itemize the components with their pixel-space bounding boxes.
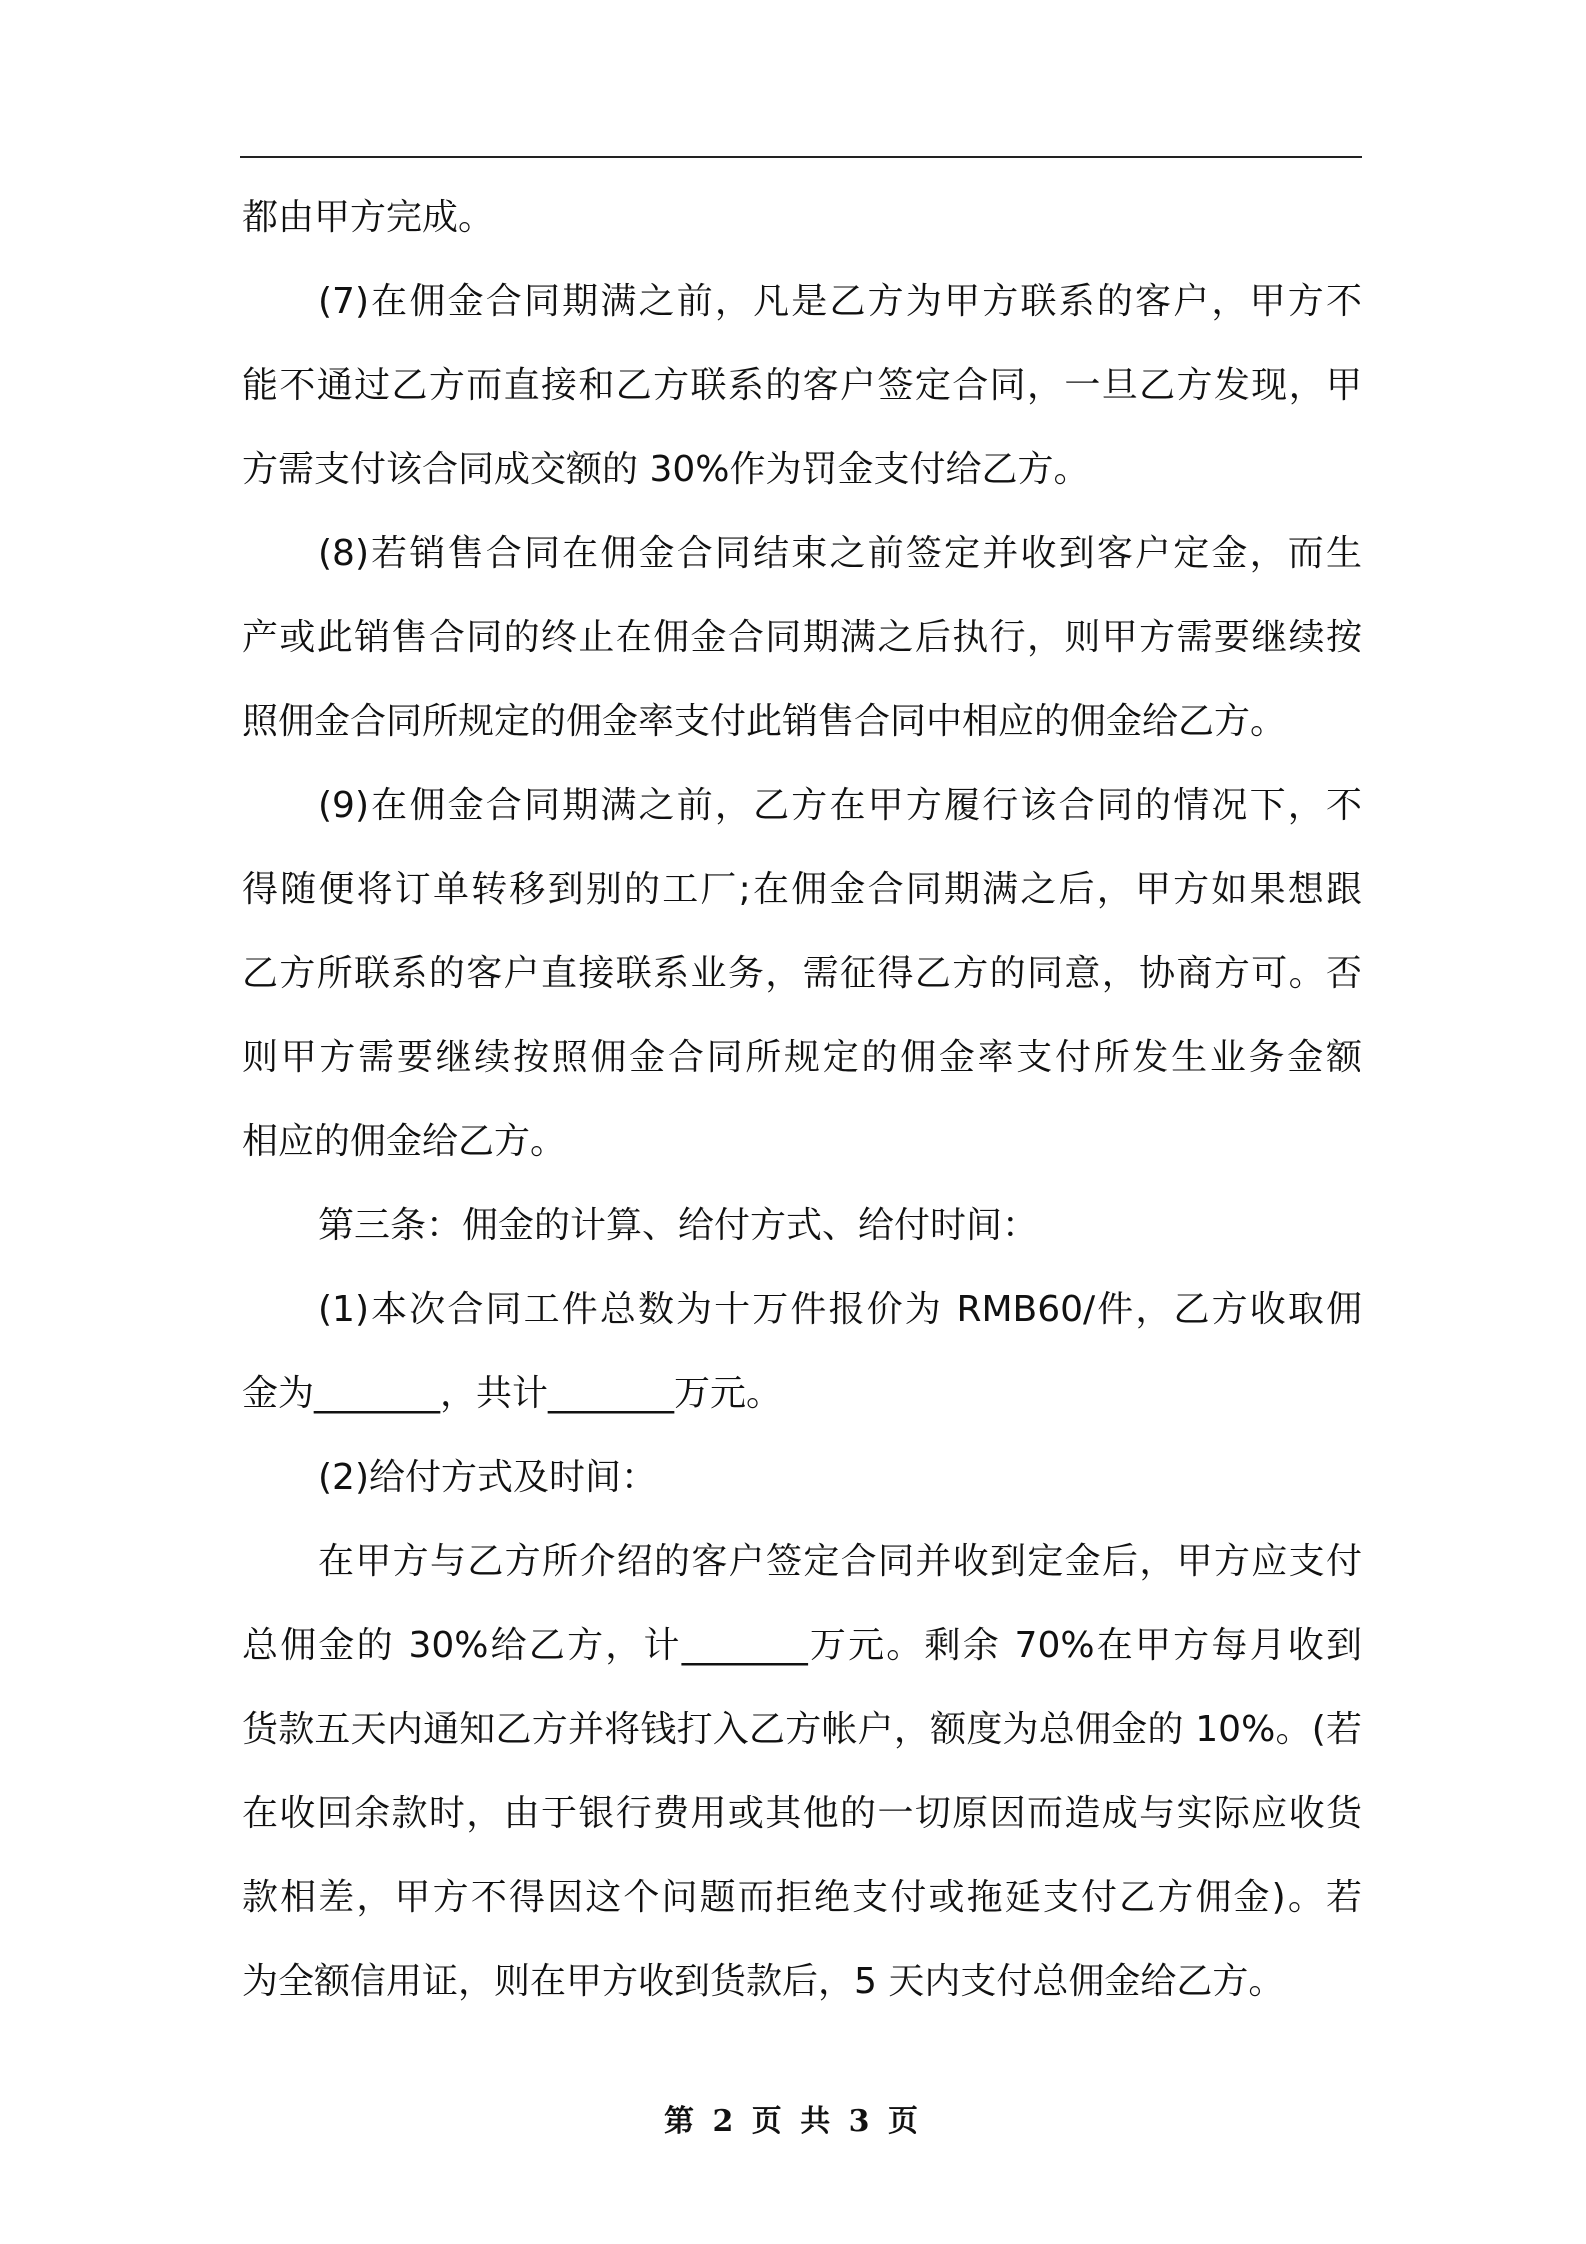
text-line-content: 在甲方与乙方所介绍的客户签定合同并收到定金后，甲方应支付 [318, 1541, 1362, 1582]
text-line [242, 1792, 1362, 1876]
text-line [242, 196, 1362, 280]
text-line-content: 为全额信用证，则在甲方收到货款后，5 天内支付总佣金给乙方。 [242, 1961, 1285, 2002]
text-line [242, 448, 1362, 532]
text-line-content: 在收回余款时，由于银行费用或其他的一切原因而造成与实际应收货 [242, 1793, 1362, 1834]
text-line-content: 总佣金的 30%给乙方，计_______万元。剩余 70%在甲方每月收到 [242, 1625, 1362, 1666]
text-line [242, 280, 1362, 364]
text-line [242, 1372, 1362, 1456]
text-line [242, 1120, 1362, 1204]
text-line-content: 货款五天内通知乙方并将钱打入乙方帐户，额度为总佣金的 10%。(若 [242, 1709, 1362, 1750]
text-line-content: (8)若销售合同在佣金合同结束之前签定并收到客户定金，而生 [318, 533, 1362, 574]
text-line [242, 364, 1362, 448]
text-line-content: 方需支付该合同成交额的 30%作为罚金支付给乙方。 [242, 449, 1090, 490]
text-line [242, 1624, 1362, 1708]
text-line [242, 1708, 1362, 1792]
text-line-content: (9)在佣金合同期满之前，乙方在甲方履行该合同的情况下，不 [318, 785, 1362, 826]
text-line-content: (2)给付方式及时间： [318, 1457, 657, 1498]
text-line-content: 款相差，甲方不得因这个问题而拒绝支付或拖延支付乙方佣金)。若 [242, 1877, 1362, 1918]
text-line [242, 1456, 1362, 1540]
text-line-content: 都由甲方完成。 [242, 197, 495, 238]
text-line [242, 1036, 1362, 1120]
header-rule [240, 156, 1362, 158]
text-line [242, 784, 1362, 868]
text-line-content: 能不通过乙方而直接和乙方联系的客户签定合同，一旦乙方发现，甲 [242, 365, 1362, 406]
text-line [242, 1960, 1362, 2044]
text-line [242, 1288, 1362, 1372]
text-line [242, 1540, 1362, 1624]
text-line [242, 1876, 1362, 1960]
text-line-content: 第三条：佣金的计算、给付方式、给付时间： [318, 1205, 1039, 1246]
text-line-content: 相应的佣金给乙方。 [242, 1121, 567, 1162]
text-line [242, 532, 1362, 616]
text-line-content: 乙方所联系的客户直接联系业务，需征得乙方的同意，协商方可。否 [242, 953, 1362, 994]
page-footer: 第 2 页 共 3 页 [664, 2104, 922, 2139]
text-line-content: 产或此销售合同的终止在佣金合同期满之后执行，则甲方需要继续按 [242, 617, 1362, 658]
text-line [242, 1204, 1362, 1288]
text-line [242, 616, 1362, 700]
text-line-content: 照佣金合同所规定的佣金率支付此销售合同中相应的佣金给乙方。 [242, 701, 1287, 742]
text-line-content: (7)在佣金合同期满之前，凡是乙方为甲方联系的客户，甲方不 [318, 281, 1362, 322]
text-line [242, 700, 1362, 784]
text-line-content: 则甲方需要继续按照佣金合同所规定的佣金率支付所发生业务金额 [242, 1037, 1362, 1078]
document-body [242, 196, 1362, 2044]
text-line-content: 金为_______，共计_______万元。 [242, 1373, 783, 1414]
text-line [242, 868, 1362, 952]
text-line-content: (1)本次合同工件总数为十万件报价为 RMB60/件，乙方收取佣 [318, 1289, 1362, 1330]
text-line-content: 得随便将订单转移到别的工厂;在佣金合同期满之后，甲方如果想跟 [242, 869, 1362, 910]
text-line [242, 952, 1362, 1036]
